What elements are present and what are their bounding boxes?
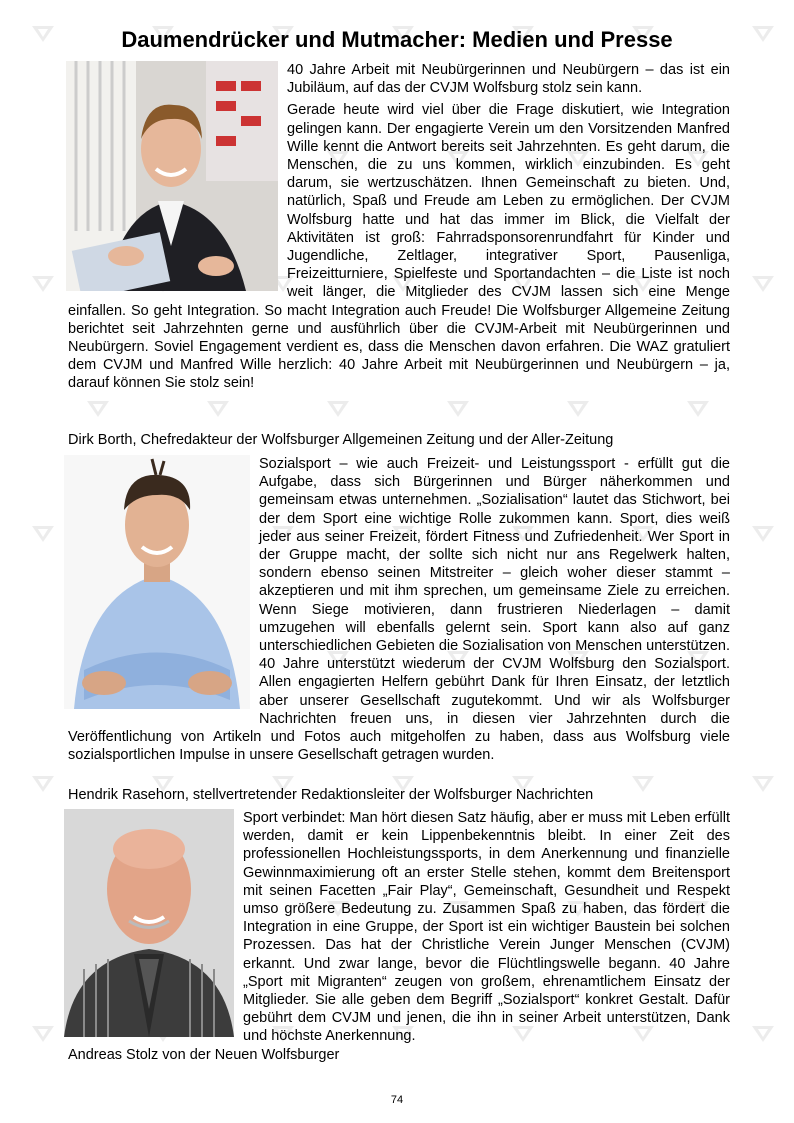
portrait-photo-dirk-borth	[66, 61, 278, 291]
paragraph: Sport verbindet: Man hört diesen Satz häufig, aber er muss mit Leben erfüllt werden, damit er kein Lippenbekenntnis bleibt. In einer Zeit des professionellen Hochleistungssports, in dem Anerkennung und finanzielle Gewinnmaximierung oft an erster Stelle stehen, kommt dem Breitensport mit seinen Facetten „Fair Play“, Gemeinschaft, Gesundheit und Respekt umso größere Bedeutung zu. Zusammen Spaß zu haben, das fördert die Integration in eine Gruppe, der Sport ist ein wichtiger Baustein bei solchen Prozessen. Das hat der Christliche Verein Junger Menschen (CVJM) erkannt. Und zwar lange, bevor die Flüchtlingswelle begann. 40 Jahre „Sport mit Migranten“ zeugen von großem, ehrenamtlichem Einsatz der Mitglieder. Sie alle geben dem Begriff „Sozialsport“ konkret Gestalt. Dafür gebührt dem CVJM und jenen, die ihn in seiner Arbeit unterstützen, Dank und höchste Anerkennung.	[243, 810, 730, 1045]
author-credit: Andreas Stolz von der Neuen Wolfsburger	[68, 1046, 340, 1063]
watermark-logo-icon	[85, 395, 111, 421]
portrait-photo-andreas-stolz	[64, 809, 234, 1037]
watermark-logo-icon	[325, 395, 351, 421]
watermark-logo-icon	[750, 520, 776, 546]
page-number: 74	[390, 1094, 404, 1106]
watermark-logo-icon	[565, 395, 591, 421]
paragraph: Gerade heute wird viel über die Frage diskutiert, wie Integration gelingen kann. Der engagierte Verein um den Vorsitzenden Manfred Wille kennt die Antwort bereits seit Jahrzehnten. Es geht darum, die Menschen, die zu uns kommen, wirklich einzubinden. Es geht darum, sie wertzuschätzen. Ihnen Gemeinschaft zu bieten. Und, natürlich, Spaß und Freude am Leben zu ermöglichen. Der CVJM Wolfsburg hatte und hat das immer im Blick, die Vielfalt der Aktivitäten ist groß: Fahrradsponsorenrundfahrt für Kinder und Jugendliche, Zeltlager, integrativer Sport, Pausenliga, Freizeitturniere, Spielfeste und Sportandachten – die Liste ist noch weit länger, die Mitglieder des CVJM lassen sich eine Menge einfallen. So geht Integration. So macht Integration auch Freude! Die Wolfsburger Allgemeine Zeitung berichtet seit Jahrzehnten gerne und ausführlich über die CVJM-Arbeit mit Neubürgerinnen und Neubürgern. Soviel Engagement verdient es, dass die Menschen davon erfahren. Die WAZ gratuliert dem CVJM und Manfred Wille herzlich: 40 Jahre Arbeit mit Neubürgerinnen und Neubürgern – ja, darauf können Sie stolz sein!	[68, 102, 730, 392]
watermark-logo-icon	[30, 1020, 56, 1046]
paragraph: 40 Jahre Arbeit mit Neubürgerinnen und Neubürgern – das ist ein Jubiläum, auf das der CVJM Wolfsburg stolz sein kann.	[287, 62, 730, 97]
article-section-2	[68, 455, 730, 764]
watermark-logo-icon	[445, 395, 471, 421]
author-credit: Hendrik Rasehorn, stellvertretender Redaktionsleiter der Wolfsburger Nachrichten	[68, 787, 594, 803]
watermark-logo-icon	[30, 270, 56, 296]
page-title: Daumendrücker und Mutmacher: Medien und Presse	[121, 27, 673, 52]
paragraph: Sozialsport – wie auch Freizeit- und Leistungssport - erfüllt gut die Aufgabe, dass sich Bürgerinnen und Bürger näherkommen und gemeinsam etwas unternehmen. „Sozialisation“ lautet das Stichwort, bei der dem Sport eine wichtige Rolle zukommen kann. Sport, dies weiß jeder aus seiner Freizeit, fördert Fitness und Zufriedenheit. Wer Sport in der Gruppe macht, der sollte sich nicht nur ans Regelwerk halten, sondern ebenso seinen Mitstreiter – gleich woher dieser stammt – akzeptieren und mit ihm sprechen, um gemeinsame Ziele zu erreichen. Wenn Siege motivieren, dann frustrieren Niederlagen – damit umzugehen will ebenfalls gelernt sein. Sport kann also auf ganz unterschiedlichen Gebieten die Sozialisation von Menschen unterstützen. 40 Jahre unterstützt wiederum der CVJM Wolfsburg den Sozialsport. Allen engagierten Helfern gebührt Dank für Ihren Einsatz, der letztlich aber unserer Gesellschaft zugutekommt. Und wir als Wolfsburger Nachrichten freuen uns, in diesen vier Jahrzehnten durch die Veröffentlichung von Artikeln und Fotos auch mitgeholfen zu haben, dass aus Wolfsburg viele sozialsportlichen Impulse in unsere Gesellschaft getragen wurden.	[68, 456, 730, 764]
watermark-logo-icon	[30, 770, 56, 796]
article-section-3	[68, 809, 730, 1064]
article-section-1	[68, 61, 730, 393]
watermark-logo-icon	[685, 395, 711, 421]
watermark-logo-icon	[750, 1020, 776, 1046]
watermark-logo-icon	[205, 395, 231, 421]
portrait-photo-hendrik-rasehorn	[64, 455, 250, 709]
author-credit: Dirk Borth, Chefredakteur der Wolfsburger Allgemeinen Zeitung und der Aller-Zeitung	[68, 432, 614, 448]
watermark-logo-icon	[750, 770, 776, 796]
watermark-logo-icon	[30, 520, 56, 546]
watermark-logo-icon	[750, 270, 776, 296]
